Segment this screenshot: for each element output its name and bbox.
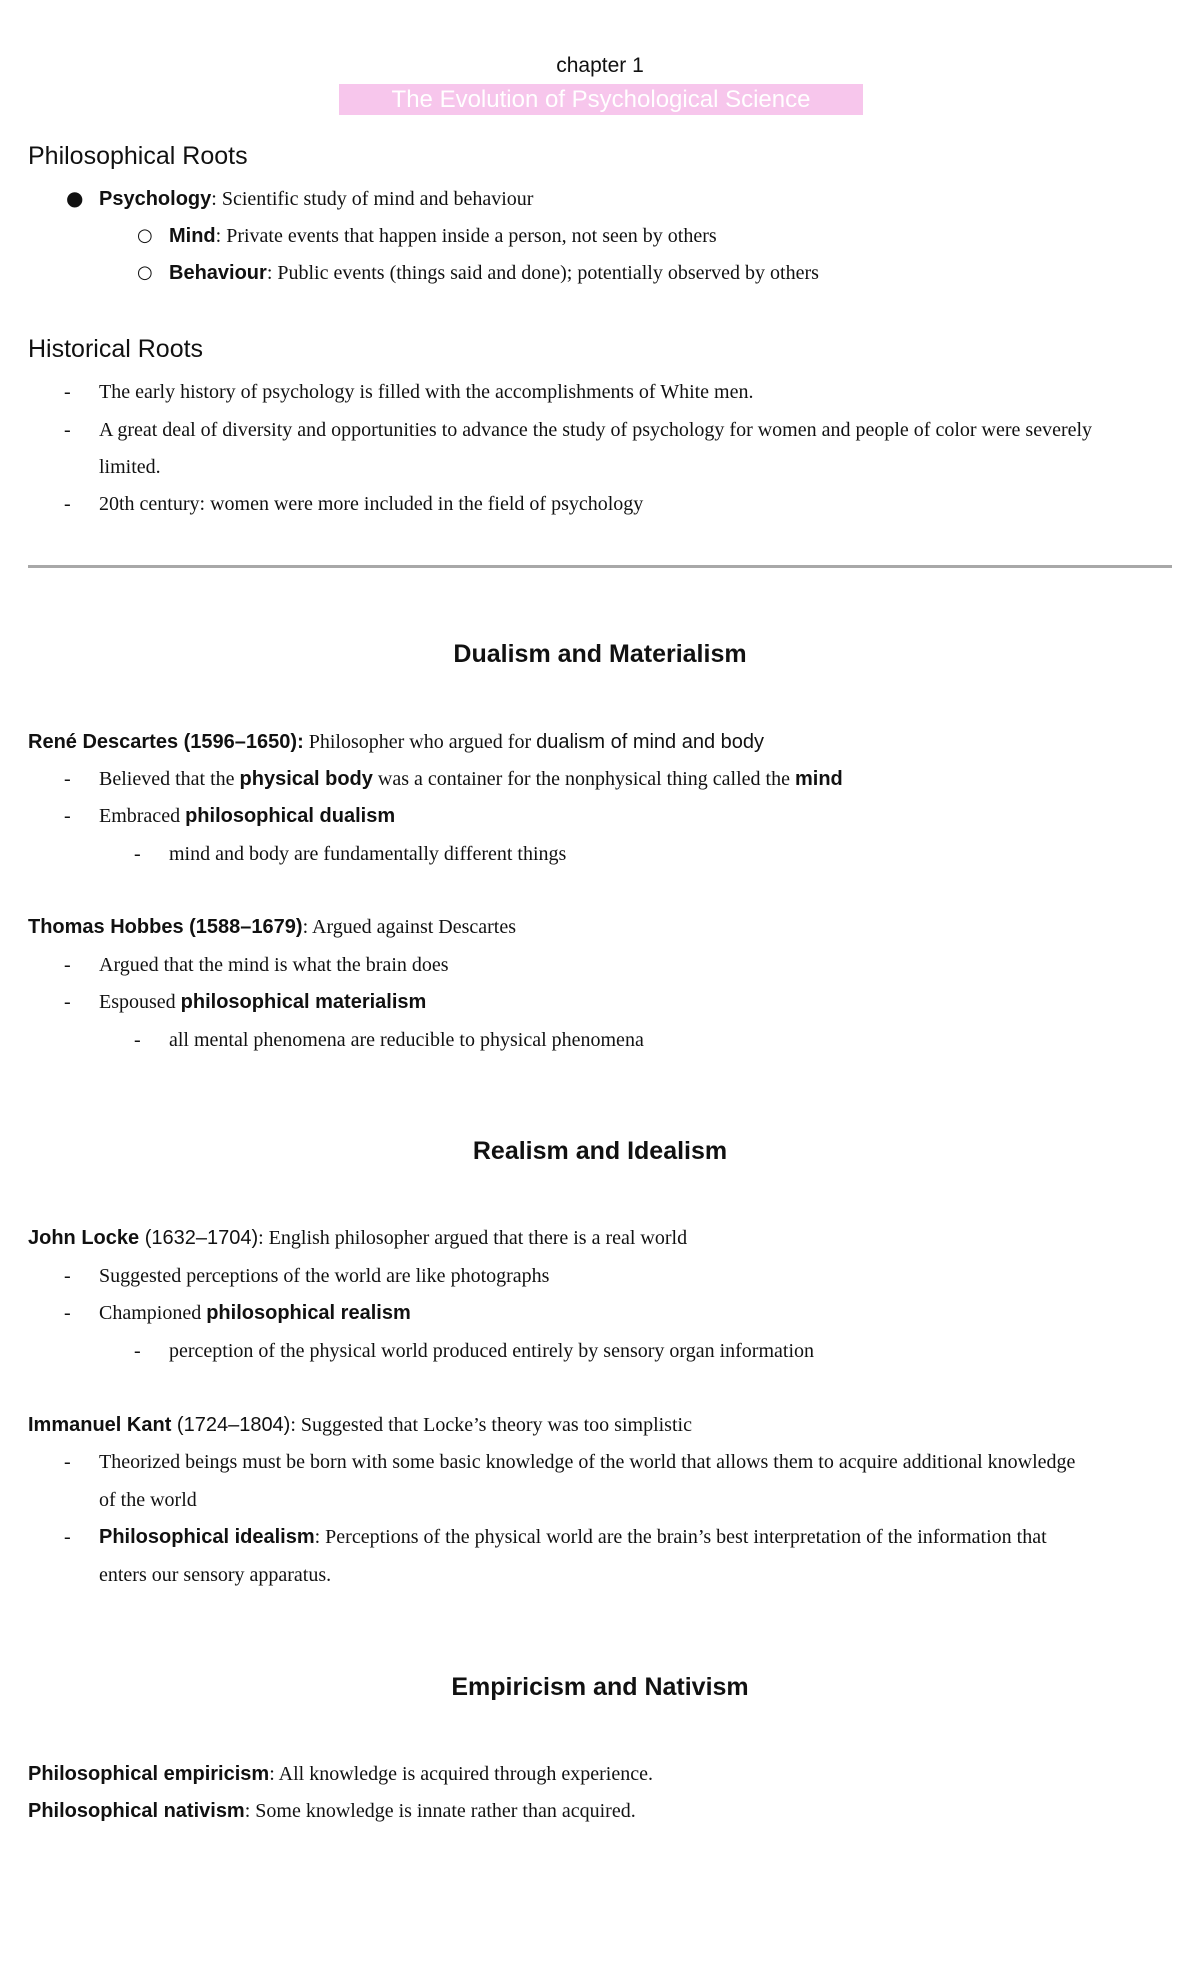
term-philosophical-empiricism: Philosophical empiricism: [28, 1763, 270, 1785]
list-item-hobbes-1: Argued that the mind is what the brain does: [99, 954, 449, 976]
term-philosophical-realism: philosophical realism: [206, 1302, 411, 1324]
circle-marker: ○: [137, 225, 153, 246]
locke-years: (1632–1704): [139, 1227, 259, 1249]
dash-marker: -: [64, 381, 71, 403]
section-heading-historical-roots: Historical Roots: [28, 335, 204, 363]
text-fragment: : All knowledge is acquired through experience.: [269, 1763, 653, 1785]
document-title: The Evolution of Psychological Science: [339, 84, 863, 115]
term-philosophical-nativism: Philosophical nativism: [28, 1800, 245, 1822]
dash-marker: -: [64, 419, 71, 441]
term-physical-body: physical body: [239, 768, 373, 790]
locke-text: : English philosopher argued that there is a real world: [258, 1227, 688, 1249]
descartes-text: Philosopher who argued for: [303, 731, 537, 753]
list-item-locke-1: Suggested perceptions of the world are like photographs: [99, 1265, 550, 1287]
dash-marker: -: [134, 1029, 141, 1051]
kant-intro: [28, 1412, 692, 1438]
list-subitem-realism: perception of the physical world produced entirely by sensory organ information: [169, 1340, 815, 1362]
name-locke: John Locke: [28, 1227, 140, 1249]
kant-years: (1724–1804): [171, 1414, 291, 1436]
hobbes-intro: [28, 914, 516, 940]
list-item-locke-2: [99, 1300, 411, 1326]
term-mind: mind: [794, 768, 843, 790]
term-philosophical-dualism: philosophical dualism: [185, 805, 396, 827]
term-dualism-mind-body: dualism of mind and body: [536, 731, 765, 753]
list-item-psychology: [99, 186, 533, 212]
section-heading-realism: Realism and Idealism: [472, 1137, 728, 1165]
definition-psychology: : Scientific study of mind and behaviour: [211, 188, 534, 210]
chapter-label: chapter 1: [556, 54, 644, 77]
locke-intro: [28, 1225, 687, 1251]
list-item-kant-2-line1: [99, 1524, 1047, 1550]
term-philosophical-materialism: philosophical materialism: [180, 991, 427, 1013]
dash-marker: -: [64, 1302, 71, 1324]
list-subitem-materialism: all mental phenomena are reducible to physical phenomena: [169, 1029, 644, 1051]
list-item-hobbes-2: [99, 989, 426, 1015]
dash-marker: -: [64, 1526, 71, 1548]
dash-marker: -: [64, 768, 71, 790]
list-subitem-dualism: mind and body are fundamentally different things: [169, 843, 567, 865]
hobbes-text: : Argued against Descartes: [302, 916, 517, 938]
list-item-kant-1-line1: Theorized beings must be born with some basic knowledge of the world that allows them to acquire additional knowledge: [99, 1451, 1076, 1473]
section-heading-dualism: Dualism and Materialism: [453, 640, 747, 668]
term-mind: Mind: [169, 225, 216, 247]
list-item-descartes-1: [99, 766, 843, 792]
list-item-history-2-line2: limited.: [99, 456, 161, 478]
list-item-history-2-line1: A great deal of diversity and opportunities to advance the study of psychology for women and people of color were severely: [99, 419, 1093, 441]
term-psychology: Psychology: [99, 188, 212, 210]
nativism-definition: [28, 1798, 636, 1824]
bullet-marker: ●: [66, 186, 84, 210]
list-item-kant-2-line2: enters our sensory apparatus.: [99, 1564, 332, 1586]
dash-marker: -: [134, 843, 141, 865]
name-hobbes: Thomas Hobbes (1588–1679): [28, 916, 303, 938]
list-item-history-3: 20th century: women were more included in the field of psychology: [99, 493, 644, 515]
text-fragment: Believed that the: [99, 768, 240, 790]
list-item-kant-1-line2: of the world: [99, 1489, 197, 1511]
text-fragment: : Perceptions of the physical world are the brain’s best interpretation of the information that: [314, 1526, 1047, 1548]
name-descartes: René Descartes (1596–1650):: [28, 731, 304, 753]
list-item-descartes-2: [99, 803, 395, 829]
section-heading-empiricism: Empiricism and Nativism: [451, 1673, 749, 1701]
empiricism-definition: [28, 1761, 653, 1787]
text-fragment: Championed: [99, 1302, 207, 1324]
dash-marker: -: [64, 954, 71, 976]
list-item-history-1: The early history of psychology is filled with the accomplishments of White men.: [99, 381, 754, 403]
circle-marker: ○: [137, 262, 153, 283]
dash-marker: -: [64, 1265, 71, 1287]
text-fragment: Espoused: [99, 991, 181, 1013]
dash-marker: -: [64, 1451, 71, 1473]
dash-marker: -: [64, 805, 71, 827]
definition-mind: : Private events that happen inside a person, not seen by others: [215, 225, 717, 247]
section-heading-philosophical-roots: Philosophical Roots: [28, 142, 248, 170]
definition-behaviour: : Public events (things said and done); potentially observed by others: [266, 262, 819, 284]
dash-marker: -: [64, 991, 71, 1013]
list-item-behaviour: [169, 260, 819, 286]
dash-marker: -: [134, 1340, 141, 1362]
kant-text: : Suggested that Locke’s theory was too simplistic: [290, 1414, 692, 1436]
term-behaviour: Behaviour: [169, 262, 267, 284]
dash-marker: -: [64, 493, 71, 515]
text-fragment: Embraced: [99, 805, 186, 827]
text-fragment: was a container for the nonphysical thing called the: [372, 768, 795, 790]
descartes-intro: [28, 729, 764, 755]
list-item-mind: [169, 223, 717, 249]
term-philosophical-idealism: Philosophical idealism: [99, 1526, 315, 1548]
horizontal-divider: [28, 565, 1172, 568]
text-fragment: : Some knowledge is innate rather than acquired.: [244, 1800, 636, 1822]
name-kant: Immanuel Kant: [28, 1414, 172, 1436]
